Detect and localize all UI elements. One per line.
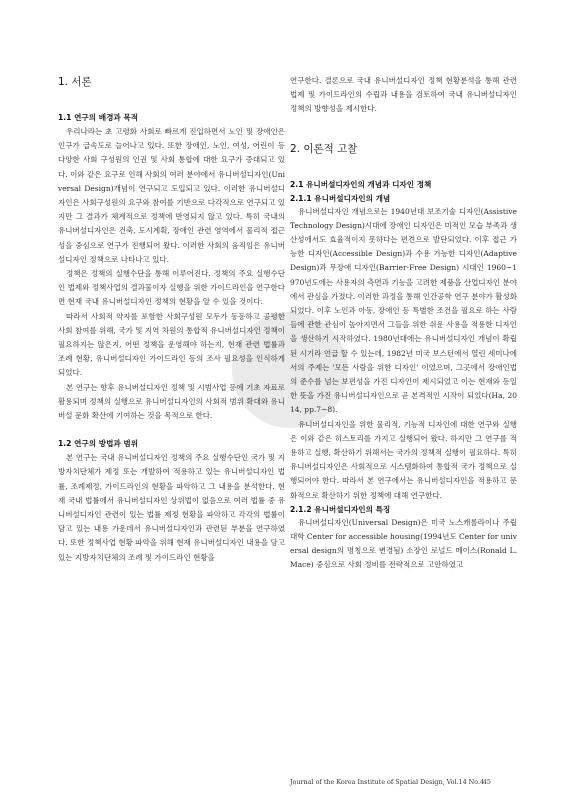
subsubsection-title-2-1-1: 2.1.1 유니버설디자인의 개념: [290, 193, 391, 203]
paragraph: 정책은 정책의 실행수단을 통해 이루어진다. 정책의 주요 실행수단인 법제와 정책사업의 결과물이자 실행을 위한 가이드라인을 연구한다면 현재 국내 유니버설디자인 정책의 현황을 알 수 있을 것이다.: [58, 269, 285, 307]
section-title-theory: 2. 이론적 고찰: [290, 142, 358, 155]
subsubsection-title-2-1-2: 2.1.2 유니버설디자인의 특징: [290, 504, 391, 514]
page-footer: [290, 778, 517, 786]
paragraph: 따라서 사회적 약자를 포함한 사회구성원 모두가 동등하고 공평한 사회 참여를 위해, 국가 및 지역 차원의 통합적 유니버설디자인 정책이 필요하지는 않은지, 어떤 정책을 운영해야 하는지, 현재 관련 법률과 조례 현황, 유니버설디자인 가이드라인 등의 조사 필요성을 인식하게 되었다.: [58, 311, 285, 378]
right-column: [290, 74, 517, 573]
left-column: [58, 74, 285, 565]
paragraph: 유니버설디자인(Universal Design)은 미국 노스캐롤라이나 주립대학 Center for accessible housing(1994년도 Center for universal design의 명칭으로 변경됨) 소장인 로널드 메이스(Ronald L. Mace) 중심으로 사회 정비를 전략적으로 고안하였고: [290, 517, 517, 570]
subsection-title-1-2: 1.2 연구의 방법과 범위: [58, 439, 139, 449]
subsection-title-1-1: 1.1 연구의 배경과 목적: [58, 113, 139, 122]
page-number: 45: [482, 778, 491, 786]
paragraph: 본 연구는 향후 유니버설디자인 정책 및 시범사업 등에 기초 자료로 활용되며 정책의 실행으로 유니버설디자인의 사회적 범위 확대와 유니버설 문화 확산에 기여하는 것을 목적으로 한다.: [58, 382, 285, 421]
section-title-introduction: 1. 서론: [58, 76, 92, 88]
paragraph: 유니버설디자인 개념으로는 1940년대 보조기술 디자인(Assistive Technology Design)시대에 장애인 디자인은 미적인 모습 부족과 생산성에서도 효율적이지 못하다는 편견으로 발단되었다. 이후 접근 가능한 디자인(Accessible Design)과 수용 가능한 디자인(Adaptive Design)과 무장애 디자인(Barrier-Free Design) 시대인 1960~1970년도에는 사용자의 측면과 기능을 고려한 제품을 산업디자인 분야에서 관심을 가졌다. 이러한 과정을 통해 인간공학 연구 분야가 활성화 되었다. 이후 노인과 아동, 장애인 등 특별한 조건을 필요로 하는 사람들에 관한 관심이 높아지면서 그들을 위한 쉬운 사용을 적용한 디자인을 생산하기 시작하였다. 1980년대에는 유니버설디자인 개념이 확립된 시기라 언급 할 수 있는데, 1982년 미국 보스턴에서 열린 세미나에서의 주제는 '모든 사람을 위한 디자인' 이었으며, 그곳에서 장애인법의 준수를 넘는 보편성을 가진 디자인이 제시되었고 이는 현재와 동일한 뜻을 가진 유니버설디자인으로 곧 본격적인 시작이 되었다(Ha, 2014, pp.7~8).: [290, 206, 517, 415]
paragraph: 우리나라는 초 고령화 사회로 빠르게 진입하면서 노인 및 장애인은 인구가 급속도로 늘어나고 있다. 또한 장애인, 노인, 여성, 어린이 등 다양한 사회 구성원의 인권 및 사회 통합에 대한 요구가 증대되고 있다. 이와 같은 요구로 인해 사회의 여러 분야에서 유니버설디자인(Universal Design)개념이 연구되고 도입되고 있다. 이러한 유니버설디자인은 사회구성원의 요구와 참여를 기반으로 다각적으로 연구되고 있지만 그 결과가 체계적으로 정책에 반영되지 않고 있다. 특히 국내의 유니버설디자인은 건축, 도시계획, 장애인 관련 영역에서 물리적 접근성을 중심으로 연구가 진행되어 왔다. 이러한 사회의 움직임은 유니버설디자인 정책으로 나타나고 있다.: [58, 127, 285, 264]
paragraph: 연구한다. 결론으로 국내 유니버설디자인 정책 현황분석을 통해 관련 법제 및 가이드라인의 수립과 내용을 검토하여 국내 유니버설디자인 정책의 방향성을 제시한다.: [290, 76, 517, 114]
paragraph: 본 연구는 국내 유니버설디자인 정책의 주요 실행수단인 국가 및 지방자치단체가 제정 또는 개발하여 적용하고 있는 유니버설디자인 법률, 조례제정, 가이드라인의 현황을 파악하고 그 내용을 분석한다. 현재 국내 법률에서 유니버설디자인 상위법이 없음으로 여러 법률 중 유니버설디자인 관련이 있는 법률 제정 현황을 파악하고 각각의 법률이 담고 있는 내용 가운데서 유니버설디자인과 관련된 부분을 연구하였다. 또한 정책사업 현황 파악을 위해 현재 유니버설디자인 내용을 담고 있는 지방자치단체의 조례 및 가이드라인 현황을: [58, 453, 285, 562]
paragraph: 유니버설디자인을 위한 물리적, 기능적 디자인에 대한 연구와 실행은 이와 같은 히스토리를 가지고 실행되어 왔다. 하지만 그 연구를 적용하고 실행, 확산하기 위해서는 국가의 정책적 실행이 필요하다. 특히 유니버설디자인은 사회적으로 시스템화하여 통합적 국가 정책으로 실행되어야 한다. 따라서 본 연구에서는 유니버설디자인을 적용하고 문화적으로 확산하기 위한 정책에 대해 연구한다.: [290, 419, 517, 500]
subsection-title-2-1: 2.1 유니버설디자인의 개념과 디자인 정책: [290, 179, 432, 189]
journal-citation: Journal of the Korea Institute of Spatial Design, Vol.14 No.4: [290, 778, 485, 786]
